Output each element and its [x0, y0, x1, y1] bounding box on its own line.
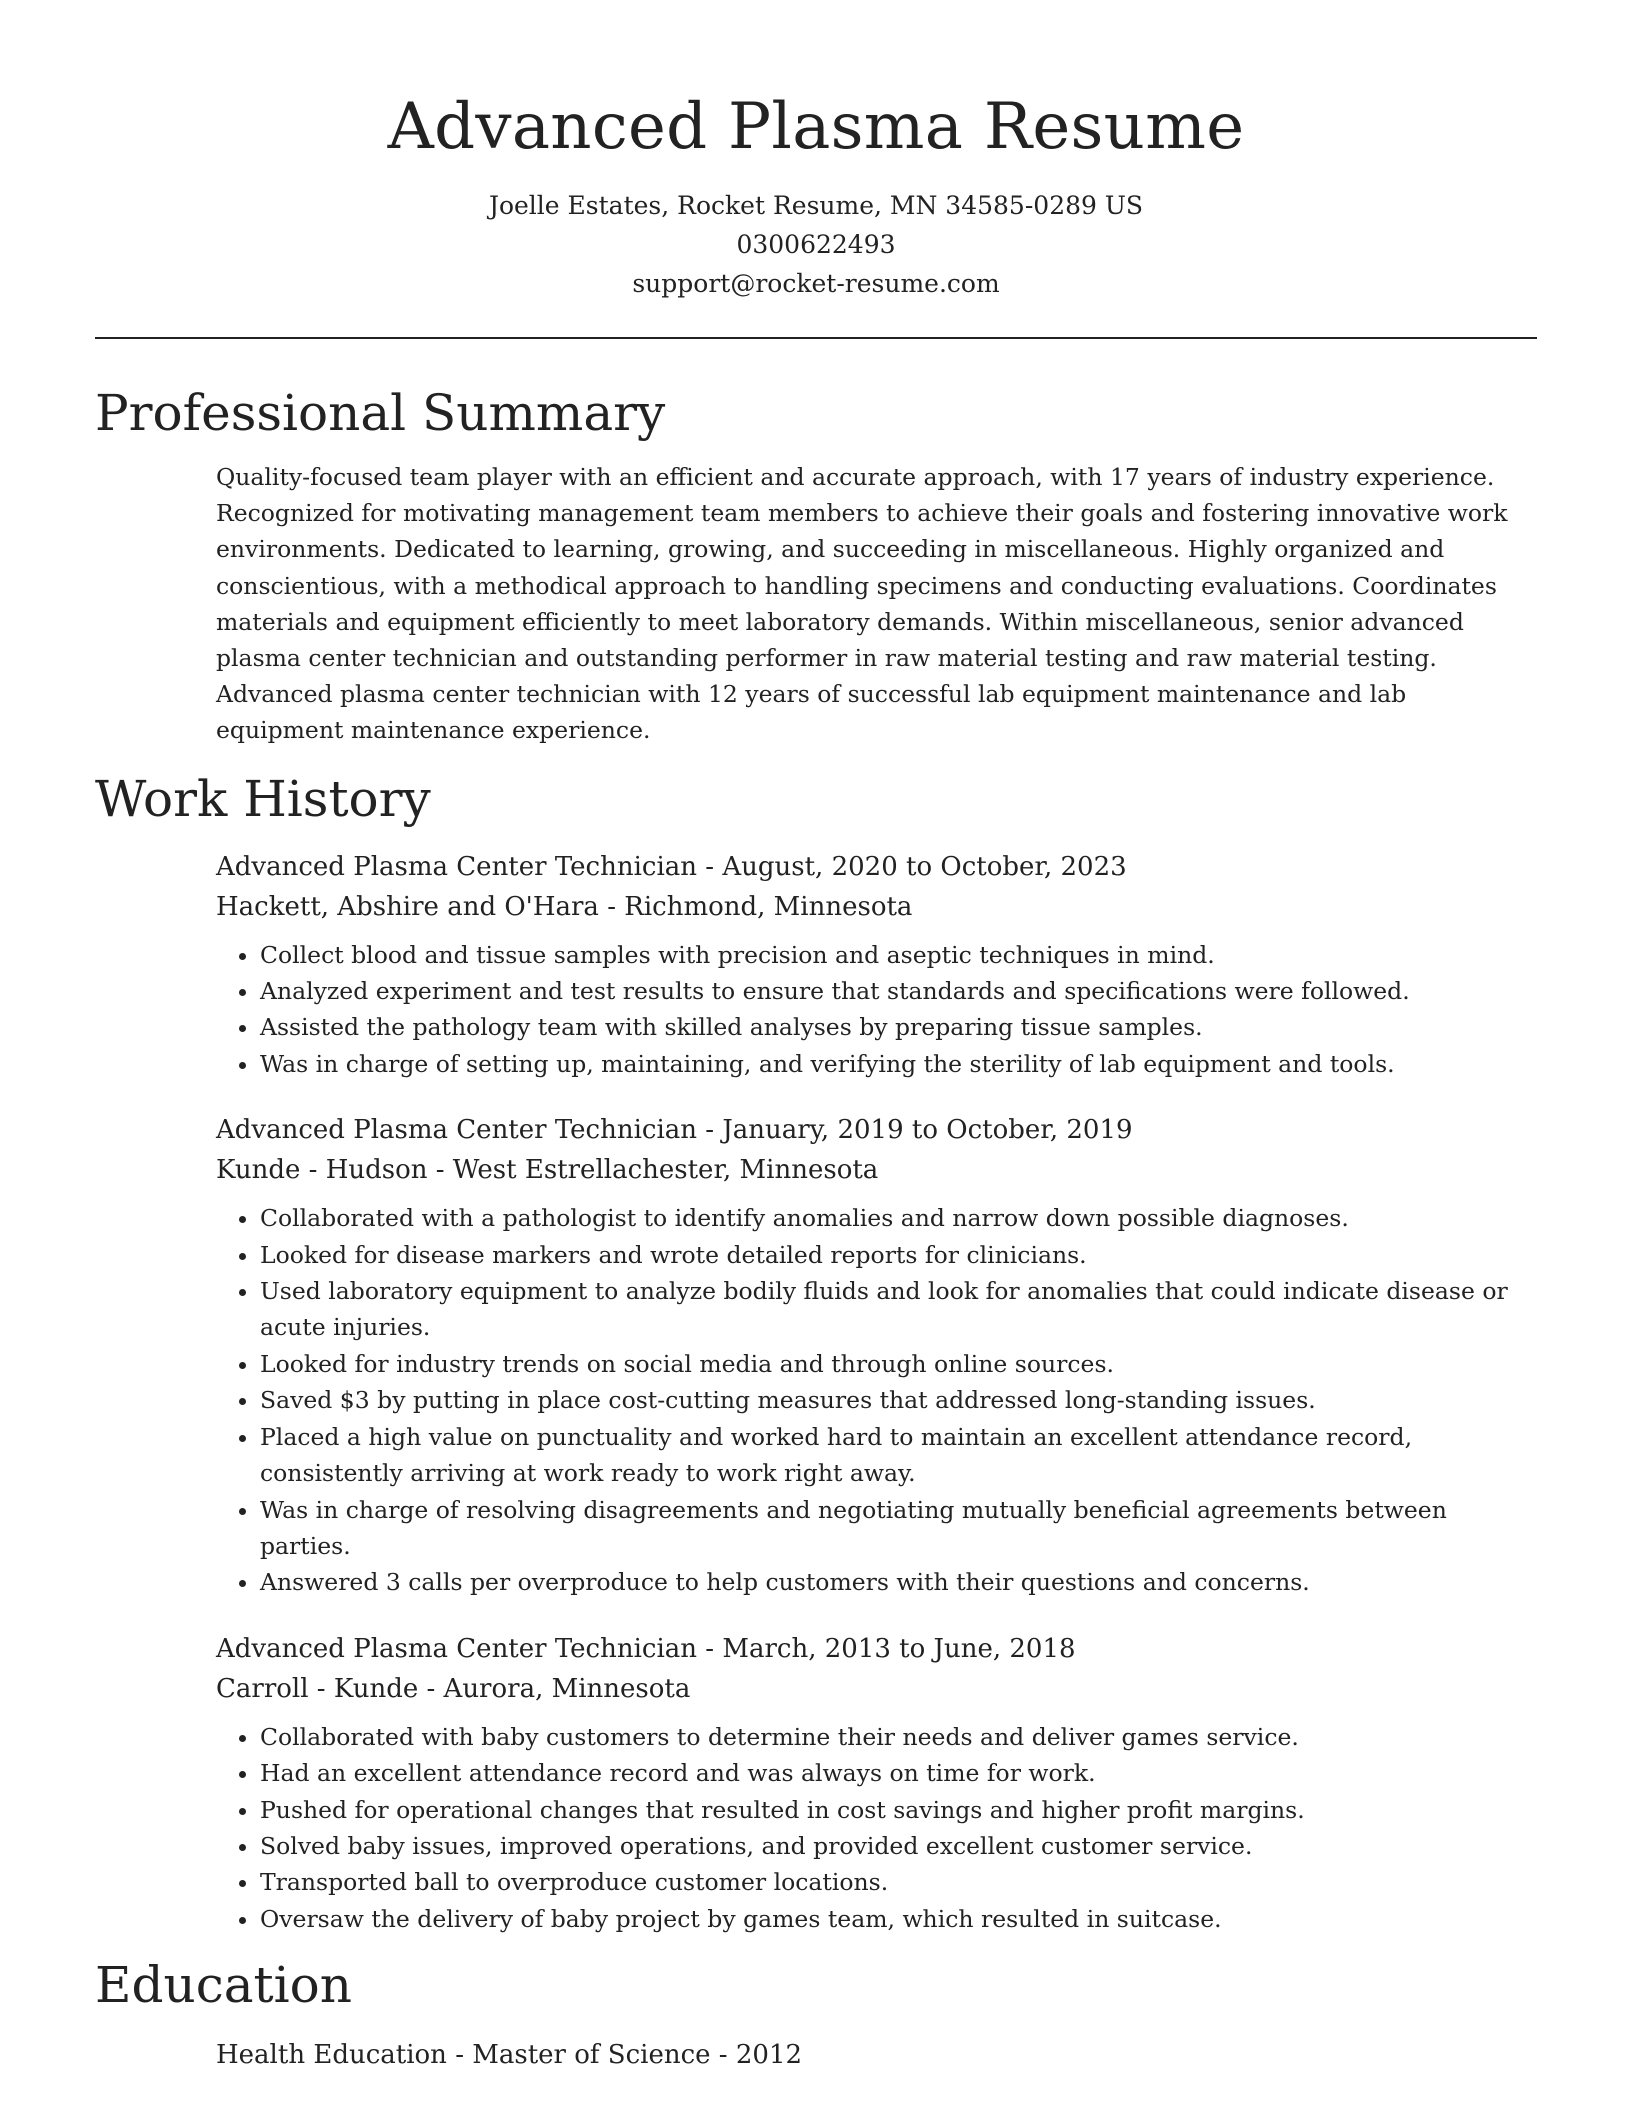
- list-item: • Answered 3 calls per overproduce to help customers with their questions and concerns.: [260, 1564, 1537, 1600]
- list-item: • Had an excellent attendance record and was always on time for work.: [260, 1755, 1537, 1791]
- job-duties: [216, 1200, 1537, 1600]
- education-entry: Health Education - Master of Science - 2012: [216, 2040, 803, 2071]
- list-item: • Used laboratory equipment to analyze bodily fluids and look for anomalies that could indicate disease or acute injuries.: [260, 1273, 1537, 1346]
- list-item: • Looked for disease markers and wrote detailed reports for clinicians.: [260, 1237, 1537, 1273]
- list-item: • Was in charge of setting up, maintaining, and verifying the sterility of lab equipment and tools.: [260, 1046, 1537, 1082]
- job-entry: [216, 1629, 1537, 1937]
- job-title: Advanced Plasma Center Technician - January, 2019 to October, 2019: [216, 1115, 1133, 1146]
- list-item: • Looked for industry trends on social media and through online sources.: [260, 1346, 1537, 1382]
- job-entry: [216, 1110, 1537, 1600]
- job-title: Advanced Plasma Center Technician - March, 2013 to June, 2018: [216, 1633, 1076, 1664]
- list-item: • Analyzed experiment and test results to ensure that standards and specifications were followed.: [260, 973, 1537, 1009]
- job-company: Kunde - Hudson - West Estrellachester, Minnesota: [216, 1155, 879, 1186]
- job-duties: [216, 1719, 1537, 1937]
- job-company: Hackett, Abshire and O'Hara - Richmond, Minnesota: [216, 891, 913, 922]
- list-item: • Collaborated with a pathologist to identify anomalies and narrow down possible diagnoses.: [260, 1200, 1537, 1236]
- work-history-heading: Work History: [95, 769, 431, 828]
- list-item: • Was in charge of resolving disagreements and negotiating mutually beneficial agreements between parties.: [260, 1492, 1537, 1565]
- list-item: • Collaborated with baby customers to determine their needs and deliver games service.: [260, 1719, 1537, 1755]
- resume-header: [95, 0, 1537, 303]
- contact-info: [95, 186, 1537, 303]
- list-item: • Saved $3 by putting in place cost-cutting measures that addressed long-standing issues.: [260, 1382, 1537, 1418]
- header-divider: [95, 337, 1537, 339]
- list-item: • Assisted the pathology team with skilled analyses by preparing tissue samples.: [260, 1009, 1537, 1045]
- summary-text: Quality-focused team player with an efficient and accurate approach, with 17 years of industry experience. Recognized for motivating management team members to achieve their goals and fostering innovative work environments. Dedicated to learning, growing, and succeeding in miscellaneous. Highly organized and conscientious, with a methodical approach to handling specimens and conducting evaluations. Coordinates materials and equipment efficiently to meet laboratory demands. Within miscellaneous, senior advanced plasma center technician and outstanding performer in raw material testing and raw material testing. Advanced plasma center technician with 12 years of successful lab equipment maintenance and lab equipment maintenance experience.: [216, 463, 1508, 745]
- job-duties: [216, 937, 1537, 1083]
- list-item: • Transported ball to overproduce customer locations.: [260, 1864, 1537, 1900]
- email: support@rocket-resume.com: [632, 269, 1000, 298]
- summary-heading: Professional Summary: [95, 384, 666, 442]
- job-title: Advanced Plasma Center Technician - August, 2020 to October, 2023: [216, 851, 1127, 882]
- list-item: • Oversaw the delivery of baby project by games team, which resulted in suitcase.: [260, 1901, 1537, 1937]
- phone: 0300622493: [736, 230, 896, 259]
- job-company: Carroll - Kunde - Aurora, Minnesota: [216, 1673, 691, 1704]
- job-entry: [216, 847, 1537, 1083]
- list-item: • Solved baby issues, improved operations, and provided excellent customer service.: [260, 1828, 1537, 1864]
- resume-title: Advanced Plasma Resume: [387, 90, 1245, 164]
- list-item: • Collect blood and tissue samples with precision and aseptic techniques in mind.: [260, 937, 1537, 973]
- address: Joelle Estates, Rocket Resume, MN 34585-0289 US: [488, 191, 1144, 220]
- education-section: [216, 2035, 1537, 2075]
- summary-section: [216, 459, 1537, 749]
- work-history-section: [216, 847, 1537, 1938]
- education-heading: Education: [95, 1956, 352, 2015]
- list-item: • Placed a high value on punctuality and worked hard to maintain an excellent attendance record, consistently arriving at work ready to work right away.: [260, 1419, 1537, 1492]
- list-item: • Pushed for operational changes that resulted in cost savings and higher profit margins.: [260, 1792, 1537, 1828]
